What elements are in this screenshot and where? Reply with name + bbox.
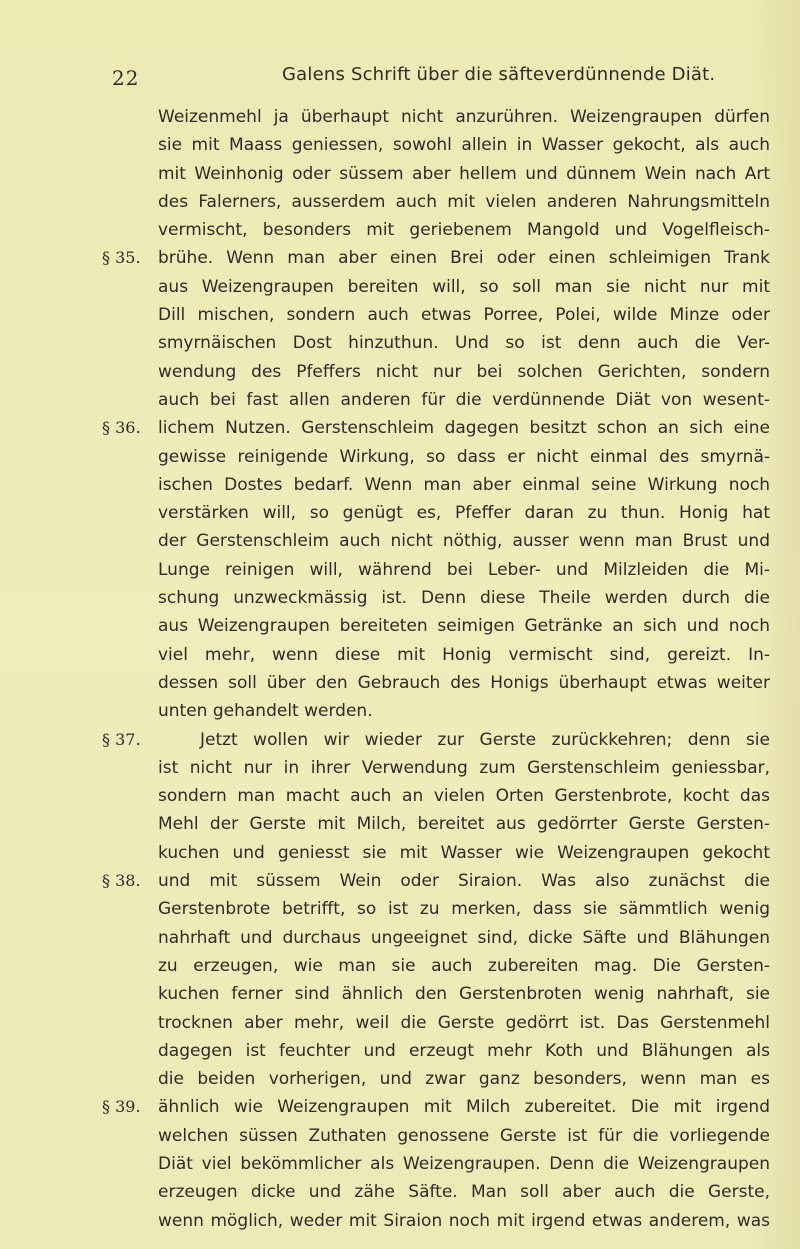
line-text: erzeugen dicke und zähe Säfte. Man soll aber auch die Gerste, <box>158 1182 770 1203</box>
line-text: Dill mischen, sondern auch etwas Porree, Polei, wilde Minze oder <box>158 305 770 326</box>
text-line <box>158 358 770 386</box>
text-line <box>158 895 770 923</box>
line-text: zu erzeugen, wie man sie auch zubereiten mag. Die Gersten- <box>158 955 770 976</box>
text-line <box>158 1150 770 1178</box>
line-text: Diät viel bekömmlicher als Weizengraupen. Denn die Weizengraupen <box>158 1153 770 1174</box>
line-text: mit Weinhonig oder süssem aber hellem und dünnem Wein nach Art <box>158 163 770 184</box>
line-text: wenn möglich, weder mit Siraion noch mit irgend etwas anderem, was <box>158 1210 770 1231</box>
line-text: Lunge reinigen will, während bei Leber- und Milzleiden die Mi- <box>158 559 770 580</box>
text-line <box>158 584 770 612</box>
text-line <box>158 1122 770 1150</box>
text-line <box>158 131 770 159</box>
line-text: dessen soll über den Gebrauch des Honigs überhaupt etwas weiter <box>158 672 770 693</box>
text-line <box>158 1037 770 1065</box>
line-text: der Gerstenschleim auch nicht nöthig, ausser wenn man Brust und <box>158 531 770 552</box>
text-line <box>158 612 770 640</box>
text-line <box>158 188 770 216</box>
text-line <box>158 641 770 669</box>
line-text: lichem Nutzen. Gerstenschleim dagegen besitzt schon an sich eine <box>158 418 770 439</box>
line-text: aus Weizengraupen bereiteten seimigen Getränke an sich und noch <box>158 616 770 637</box>
line-text: schung unzweckmässig ist. Denn diese Theile werden durch die <box>158 588 770 609</box>
section-marker: § 39. <box>102 1097 141 1117</box>
line-text: kuchen und geniesst sie mit Wasser wie Weizengraupen gekocht <box>158 842 770 863</box>
running-title: Galens Schrift über die säfteverdünnende Diät. <box>282 64 716 85</box>
line-text: ischen Dostes bedarf. Wenn man aber einmal seine Wirkung noch <box>158 474 770 495</box>
line-text: dagegen ist feuchter und erzeugt mehr Koth und Blähungen als <box>158 1040 770 1061</box>
text-line <box>102 244 770 272</box>
line-text: welchen süssen Zuthaten genossene Gerste ist für die vorliegende <box>158 1125 770 1146</box>
line-text: viel mehr, wenn diese mit Honig vermischt sind, gereizt. In- <box>158 644 770 665</box>
text-line <box>158 1178 770 1206</box>
text-line <box>158 1065 770 1093</box>
line-text: Mehl der Gerste mit Milch, bereitet aus gedörrter Gerste Gersten- <box>158 814 770 835</box>
text-line <box>102 867 770 895</box>
section-marker: § 36. <box>102 418 141 438</box>
text-line <box>158 839 770 867</box>
line-text: Gerstenbrote betrifft, so ist zu merken, dass sie sämmtlich wenig <box>158 899 770 920</box>
line-text: Jetzt wollen wir wieder zur Gerste zurückkehren; denn sie <box>200 729 770 750</box>
text-line <box>158 527 770 555</box>
text-line <box>102 726 770 754</box>
text-line <box>102 414 770 442</box>
text-line <box>158 754 770 782</box>
line-text: und mit süssem Wein oder Siraion. Was also zunächst die <box>158 871 770 892</box>
line-text: wendung des Pfeffers nicht nur bei solchen Gerichten, sondern <box>158 361 770 382</box>
text-line <box>158 160 770 188</box>
text-line <box>158 952 770 980</box>
text-line <box>158 782 770 810</box>
line-text: nahrhaft und durchaus ungeeignet sind, dicke Säfte und Blähungen <box>158 927 770 948</box>
text-line <box>158 1207 770 1235</box>
text-line <box>158 810 770 838</box>
line-text: aus Weizengraupen bereiten will, so soll man sie nicht nur mit <box>158 276 770 297</box>
line-text: kuchen ferner sind ähnlich den Gerstenbroten wenig nahrhaft, sie <box>158 984 770 1005</box>
text-line <box>158 329 770 357</box>
text-line <box>158 216 770 244</box>
line-text: ist nicht nur in ihrer Verwendung zum Gerstenschleim geniessbar, <box>158 757 770 778</box>
text-line <box>158 273 770 301</box>
text-line <box>158 556 770 584</box>
line-text: des Falerners, ausserdem auch mit vielen anderen Nahrungsmitteln <box>158 191 770 212</box>
text-line <box>158 386 770 414</box>
line-text: sondern man macht auch an vielen Orten Gerstenbrote, kocht das <box>158 786 770 807</box>
text-line <box>158 103 770 131</box>
line-text: unten gehandelt werden. <box>158 701 373 722</box>
line-text: smyrnäischen Dost hinzuthun. Und so ist denn auch die Ver- <box>158 333 770 354</box>
text-line <box>102 1093 770 1121</box>
page-number: 22 <box>112 66 140 90</box>
line-text: vermischt, besonders mit geriebenem Mangold und Vogelfleisch- <box>158 220 770 241</box>
section-marker: § 37. <box>102 729 141 749</box>
text-line <box>158 301 770 329</box>
line-text: verstärken will, so genügt es, Pfeffer daran zu thun. Honig hat <box>158 503 770 524</box>
text-line <box>158 499 770 527</box>
line-text: sie mit Maass geniessen, sowohl allein in Wasser gekocht, als auch <box>158 135 770 156</box>
text-line <box>158 697 770 725</box>
section-marker: § 35. <box>102 248 141 268</box>
line-text: brühe. Wenn man aber einen Brei oder einen schleimigen Trank <box>158 248 770 269</box>
running-head <box>112 62 720 92</box>
text-line <box>158 669 770 697</box>
line-text: auch bei fast allen anderen für die verdünnende Diät von wesent- <box>158 389 770 410</box>
text-line <box>158 471 770 499</box>
text-line <box>158 443 770 471</box>
line-text: trocknen aber mehr, weil die Gerste gedörrt ist. Das Gerstenmehl <box>158 1012 770 1033</box>
text-line <box>158 1009 770 1037</box>
section-marker: § 38. <box>102 871 141 891</box>
line-text: ähnlich wie Weizengraupen mit Milch zubereitet. Die mit irgend <box>158 1097 770 1118</box>
text-line <box>158 980 770 1008</box>
line-text: die beiden vorherigen, und zwar ganz besonders, wenn man es <box>158 1069 770 1090</box>
body-text <box>102 103 770 1235</box>
text-line <box>158 924 770 952</box>
line-text: Weizenmehl ja überhaupt nicht anzurühren. Weizengraupen dürfen <box>158 107 770 127</box>
line-text: gewisse reinigende Wirkung, so dass er nicht einmal des smyrnä- <box>158 446 770 467</box>
